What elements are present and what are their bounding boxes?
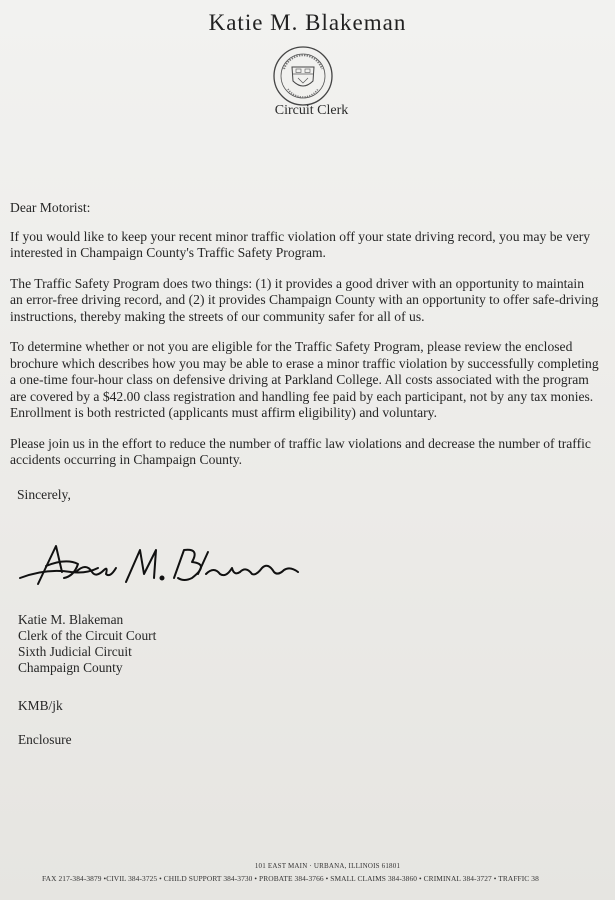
signer-county: Champaign County [18, 660, 123, 675]
paragraph-4: Please join us in the effort to reduce the number of traffic law violations and decrease the number of traffic accidents occurring in Champaign County. [10, 435, 591, 467]
closing: Sincerely, [17, 486, 71, 502]
greeting: Dear Motorist: [10, 200, 91, 215]
signer-name: Katie M. Blakeman [18, 612, 124, 627]
paragraph-2: The Traffic Safety Program does two things: (1) it provides a good driver with an opportunity to maintain an error-free driving record, and (2) it provides Champaign County with an opportunity to offer safe-driving instructions, thereby making the streets of our community safer for all of us. [10, 275, 599, 324]
footer-address: 101 EAST MAIN · URBANA, ILLINOIS 61801 [254, 862, 401, 870]
county-seal-icon [272, 45, 334, 107]
letter-body [10, 200, 600, 503]
paragraph-3: To determine whether or not you are eligible for the Traffic Safety Program, please review the enclosed brochure which describes how you may be able to erase a minor traffic violation by successfully completing a one-time four-hour class on defensive driving at Parkland College. All costs associated with the program are covered by a $42.00 class registration and handling fee paid by each participant, not by any tax monies. Enrollment is both restricted (applicants must affirm eligibility) and voluntary. [10, 339, 599, 420]
letterhead-title: Circuit Clerk [274, 103, 349, 118]
signer-circuit: Sixth Judicial Circuit [18, 644, 132, 659]
footer-contacts: FAX 217-384-3879 •CIVIL 384-3725 • CHILD SUPPORT 384-3730 • PROBATE 384-3766 • SMALL CLAIMS 384-3860 • CRIMINAL 384-3727 • TRAFFIC 38 [42, 874, 539, 883]
handwritten-signature [16, 538, 306, 590]
letterhead-name: Katie M. Blakeman [208, 10, 407, 35]
letterhead [0, 10, 615, 36]
signature-block [18, 612, 156, 676]
paragraph-1: If you would like to keep your recent minor traffic violation off your state driving record, you may be very interested in Champaign County's Traffic Safety Program. [10, 228, 591, 260]
signer-title: Clerk of the Circuit Court [18, 628, 157, 643]
reference-initials: KMB/jk [18, 698, 63, 713]
enclosure-note: Enclosure [18, 732, 72, 747]
